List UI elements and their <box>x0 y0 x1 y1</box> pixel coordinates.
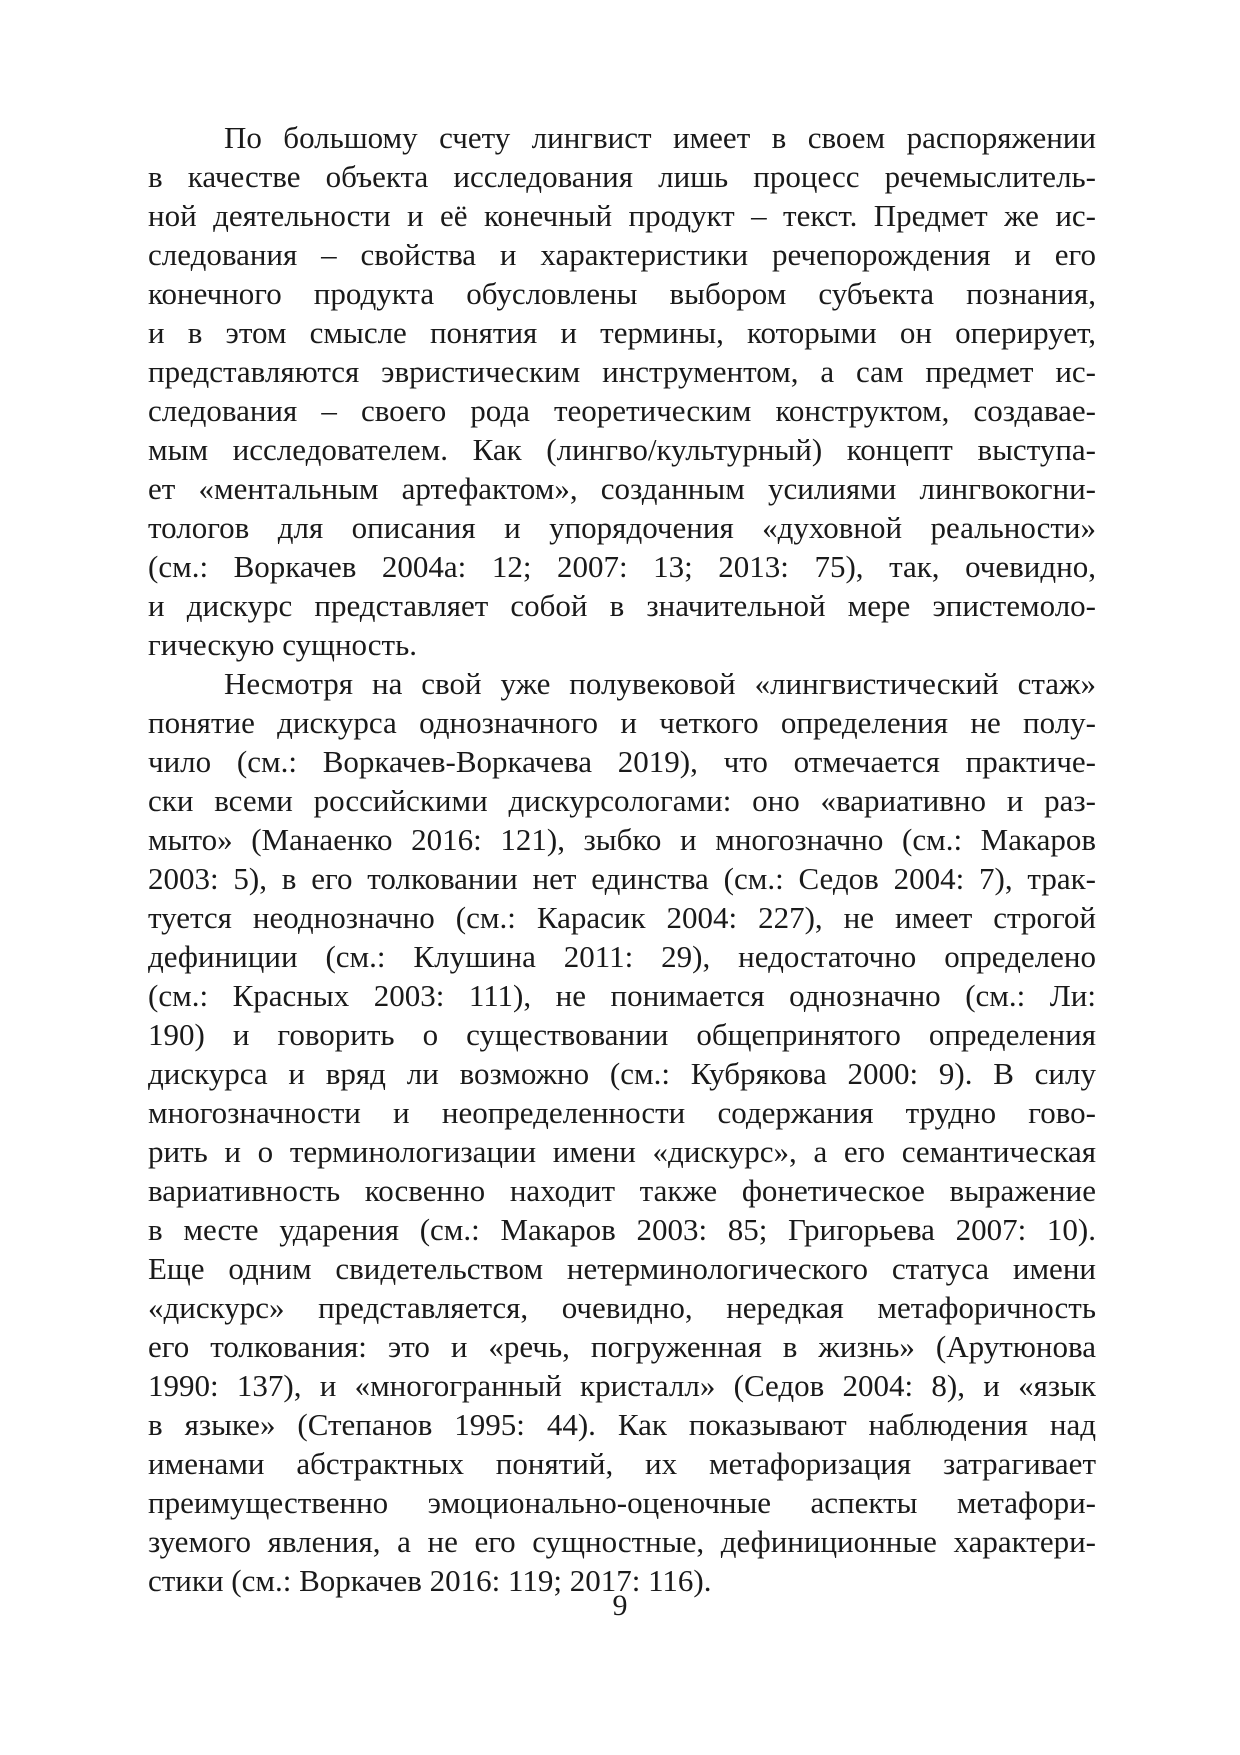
text-line: Несмотря на свой уже полувековой «лингвистический стаж» <box>224 666 1096 701</box>
text-line: стики (см.: Воркачев 2016: 119; 2017: 116). <box>148 1563 712 1598</box>
body-text <box>148 118 1096 1600</box>
text-line: именами абстрактных понятий, их метафоризация затрагивает <box>148 1446 1096 1481</box>
text-line: конечного продукта обусловлены выбором субъекта познания, <box>148 276 1096 311</box>
text-line: «дискурс» представляется, очевидно, нередкая метафоричность <box>148 1290 1096 1325</box>
text-line: зуемого явления, а не его сущностные, дефиниционные характери- <box>148 1524 1096 1559</box>
text-line: вариативность косвенно находит также фонетическое выражение <box>148 1173 1096 1208</box>
paragraph-1 <box>148 118 1096 664</box>
text-line: ной деятельности и её конечный продукт – текст. Предмет же ис- <box>148 198 1096 233</box>
text-line: мым исследователем. Как (лингво/культурный) концепт выступа- <box>148 432 1096 467</box>
text-line: следования – своего рода теоретическим конструктом, создавае- <box>148 393 1096 428</box>
text-line: в языке» (Степанов 1995: 44). Как показывают наблюдения над <box>148 1407 1096 1442</box>
text-line: понятие дискурса однозначного и четкого определения не полу- <box>148 705 1096 740</box>
text-line: рить и о терминологизации имени «дискурс», а его семантическая <box>148 1134 1096 1169</box>
text-line: следования – свойства и характеристики речепорождения и его <box>148 237 1096 272</box>
text-line: его толкования: это и «речь, погруженная в жизнь» (Арутюнова <box>148 1329 1096 1364</box>
text-line: чило (см.: Воркачев-Воркачева 2019), что отмечается практиче- <box>148 744 1096 779</box>
text-line: ет «ментальным артефактом», созданным усилиями лингвокогни- <box>148 471 1096 506</box>
text-line: 1990: 137), и «многогранный кристалл» (Седов 2004: 8), и «язык <box>148 1368 1096 1403</box>
text-line: дискурса и вряд ли возможно (см.: Кубрякова 2000: 9). В силу <box>148 1056 1096 1091</box>
text-line: туется неоднозначно (см.: Карасик 2004: 227), не имеет строгой <box>148 900 1096 935</box>
text-line: тологов для описания и упорядочения «духовной реальности» <box>148 510 1096 545</box>
text-line: ски всеми российскими дискурсологами: оно «вариативно и раз- <box>148 783 1096 818</box>
page-number: 9 <box>612 1589 628 1622</box>
text-line: преимущественно эмоционально-оценочные аспекты метафори- <box>148 1485 1096 1520</box>
text-line: Еще одним свидетельством нетерминологического статуса имени <box>148 1251 1096 1286</box>
text-line: и дискурс представляет собой в значительной мере эпистемоло- <box>148 588 1096 623</box>
text-line: (см.: Красных 2003: 111), не понимается однозначно (см.: Ли: <box>148 978 1096 1013</box>
paragraph-2 <box>148 664 1096 1600</box>
text-line: в качестве объекта исследования лишь процесс речемыслитель- <box>148 159 1096 194</box>
text-line: многозначности и неопределенности содержания трудно гово- <box>148 1095 1096 1130</box>
text-line: 2003: 5), в его толковании нет единства (см.: Седов 2004: 7), трак- <box>148 861 1096 896</box>
text-line: представляются эвристическим инструментом, а сам предмет ис- <box>148 354 1096 389</box>
text-line: мыто» (Манаенко 2016: 121), зыбко и многозначно (см.: Макаров <box>148 822 1096 857</box>
text-line: По большому счету лингвист имеет в своем распоряжении <box>224 120 1096 155</box>
text-line: 190) и говорить о существовании общепринятого определения <box>148 1017 1096 1052</box>
text-line: и в этом смысле понятия и термины, которыми он оперирует, <box>148 315 1096 350</box>
text-line: (см.: Воркачев 2004а: 12; 2007: 13; 2013: 75), так, очевидно, <box>148 549 1096 584</box>
text-line: гическую сущность. <box>148 627 417 662</box>
text-line: дефиниции (см.: Клушина 2011: 29), недостаточно определено <box>148 939 1096 974</box>
text-line: в месте ударения (см.: Макаров 2003: 85; Григорьева 2007: 10). <box>148 1212 1096 1247</box>
